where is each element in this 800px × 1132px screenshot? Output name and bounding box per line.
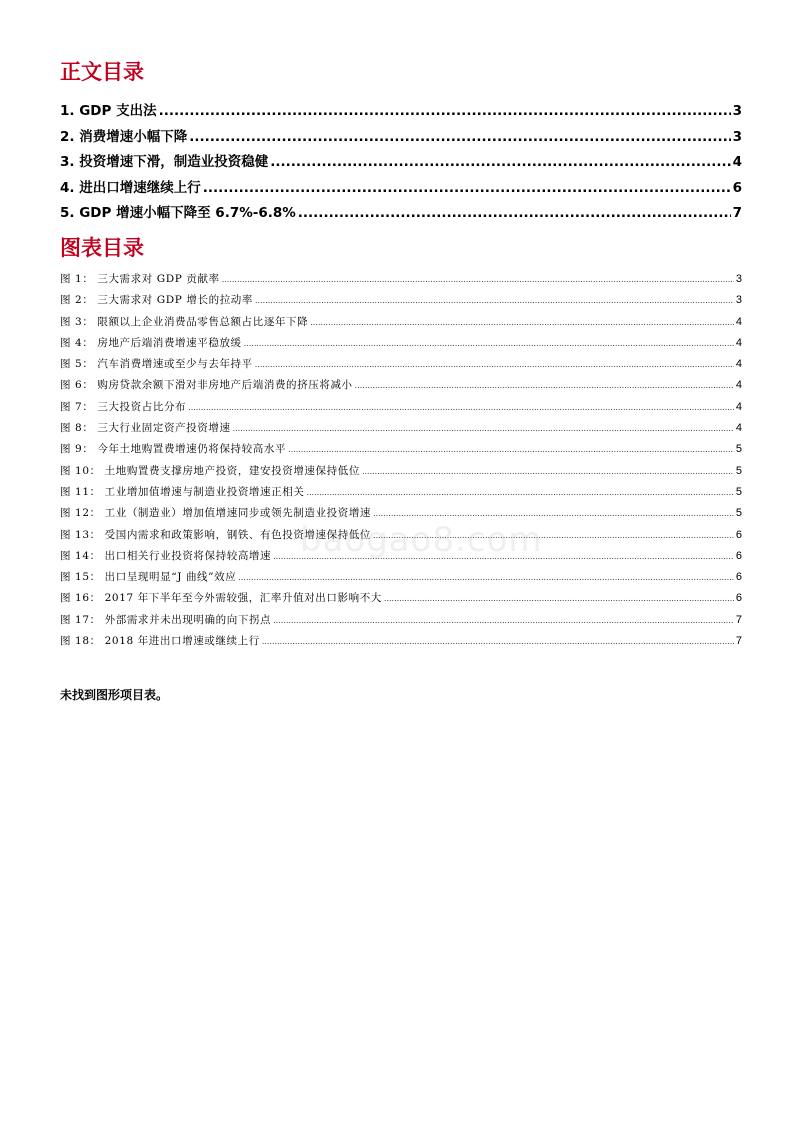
dot-leader bbox=[255, 360, 734, 369]
figure-entry-page: 4 bbox=[735, 358, 742, 371]
figure-entry-page: 4 bbox=[735, 379, 742, 392]
figure-entry-label: 图 13： 受国内需求和政策影响，钢铁、有色投资增速保持低位 bbox=[60, 528, 372, 541]
toc-entry-label: 1. GDP 支出法 bbox=[60, 103, 157, 119]
dot-leader bbox=[362, 467, 734, 476]
figure-entry[interactable] bbox=[60, 377, 742, 398]
figure-entry-label: 图 4： 房地产后端消费增速平稳放缓 bbox=[60, 336, 242, 349]
dot-leader bbox=[270, 154, 730, 170]
figure-entry-label: 图 7： 三大投资占比分布 bbox=[60, 400, 187, 413]
figure-entry[interactable] bbox=[60, 569, 742, 590]
figure-entry-page: 5 bbox=[735, 464, 742, 477]
figure-entry[interactable] bbox=[60, 441, 742, 462]
toc-title: 正文目录 bbox=[60, 60, 144, 84]
dot-leader bbox=[255, 296, 734, 305]
figure-entry-page: 6 bbox=[735, 528, 742, 541]
figure-entry-page: 6 bbox=[735, 571, 742, 584]
figure-entry-page: 6 bbox=[735, 592, 742, 605]
figure-entry-page: 7 bbox=[735, 613, 742, 626]
dot-leader bbox=[298, 205, 731, 221]
figure-entry[interactable] bbox=[60, 271, 742, 292]
dot-leader bbox=[306, 488, 733, 497]
dot-leader bbox=[262, 637, 734, 646]
figure-entry-label: 图 3： 限额以上企业消费品零售总额占比逐年下降 bbox=[60, 315, 309, 328]
dot-leader bbox=[310, 318, 734, 327]
figure-entry-page: 7 bbox=[735, 635, 742, 648]
figure-entry-page: 5 bbox=[735, 485, 742, 498]
toc-entry[interactable] bbox=[60, 99, 742, 125]
empty-list-note: 未找到图形项目表。 bbox=[60, 688, 169, 702]
toc-entry-page: 6 bbox=[732, 179, 742, 196]
figure-entry[interactable] bbox=[60, 420, 742, 441]
figure-entry[interactable] bbox=[60, 612, 742, 633]
toc-entry-label: 3. 投资增速下滑，制造业投资稳健 bbox=[60, 154, 269, 170]
watermark: baogao8.com bbox=[300, 520, 543, 560]
figure-entry-page: 3 bbox=[735, 294, 742, 307]
dot-leader bbox=[238, 573, 734, 582]
figure-entry[interactable] bbox=[60, 633, 742, 654]
figure-entry-label: 图 16： 2017 年下半年至今外需较强，汇率升值对出口影响不大 bbox=[60, 592, 382, 605]
figure-entry[interactable] bbox=[60, 484, 742, 505]
figure-entry-page: 5 bbox=[735, 443, 742, 456]
figure-entry-label: 图 18： 2018 年进出口增速或继续上行 bbox=[60, 635, 260, 648]
figure-entry[interactable] bbox=[60, 335, 742, 356]
figure-entry-label: 图 12： 工业（制造业）增加值增速同步或领先制造业投资增速 bbox=[60, 507, 372, 520]
dot-leader bbox=[384, 594, 734, 603]
dot-leader bbox=[233, 424, 734, 433]
figure-entry-label: 图 8： 三大行业固定资产投资增速 bbox=[60, 422, 231, 435]
figure-entry-page: 4 bbox=[735, 422, 742, 435]
dot-leader bbox=[188, 403, 734, 412]
figure-entry-page: 4 bbox=[735, 315, 742, 328]
figure-entry-page: 5 bbox=[735, 507, 742, 520]
dot-leader bbox=[288, 445, 734, 454]
figure-entry-label: 图 11： 工业增加值增速与制造业投资增速正相关 bbox=[60, 485, 305, 498]
figure-entry[interactable] bbox=[60, 463, 742, 484]
figure-entry-page: 4 bbox=[735, 336, 742, 349]
figure-entry[interactable] bbox=[60, 292, 742, 313]
figure-entry[interactable] bbox=[60, 399, 742, 420]
figure-list bbox=[60, 271, 742, 654]
figure-entry[interactable] bbox=[60, 356, 742, 377]
figure-entry-label: 图 1： 三大需求对 GDP 贡献率 bbox=[60, 273, 220, 285]
dot-leader bbox=[244, 339, 734, 348]
figure-entry-label: 图 15： 出口呈现明显“J 曲线”效应 bbox=[60, 571, 237, 584]
figure-entry-label: 图 14： 出口相关行业投资将保持较高增速 bbox=[60, 549, 272, 562]
toc-entry-label: 2. 消费增速小幅下降 bbox=[60, 128, 188, 145]
figure-entry-label: 图 5： 汽车消费增速或至少与去年持平 bbox=[60, 358, 253, 371]
toc-entry[interactable] bbox=[60, 150, 742, 176]
toc-entry-label: 4. 进出口增速继续上行 bbox=[60, 179, 201, 196]
dot-leader bbox=[203, 180, 731, 196]
toc-entry[interactable] bbox=[60, 176, 742, 202]
toc-entry-label: 5. GDP 增速小幅下降至 6.7%-6.8% bbox=[60, 205, 296, 221]
figure-entry-page: 4 bbox=[735, 400, 742, 413]
figures-title: 图表目录 bbox=[60, 236, 144, 260]
figure-entry-label: 图 10： 土地购置费支撑房地产投资，建安投资增速保持低位 bbox=[60, 464, 360, 477]
toc-entry[interactable] bbox=[60, 201, 742, 227]
figure-entry-label: 图 9： 今年土地购置费增速仍将保持较高水平 bbox=[60, 443, 287, 456]
toc-entry-page: 4 bbox=[732, 154, 742, 170]
dot-leader bbox=[273, 616, 734, 625]
toc-entry[interactable] bbox=[60, 125, 742, 151]
figure-entry[interactable] bbox=[60, 590, 742, 611]
dot-leader bbox=[159, 103, 731, 119]
dot-leader bbox=[373, 509, 734, 518]
figure-entry-label: 图 17： 外部需求并未出现明确的向下拐点 bbox=[60, 613, 272, 626]
toc-entry-page: 7 bbox=[732, 205, 742, 221]
dot-leader bbox=[222, 275, 734, 284]
figure-entry-page: 6 bbox=[735, 549, 742, 562]
figure-entry[interactable] bbox=[60, 314, 742, 335]
figure-entry-label: 图 6： 购房贷款余额下滑对非房地产后端消费的挤压将减小 bbox=[60, 379, 353, 392]
toc-entry-page: 3 bbox=[732, 128, 742, 145]
dot-leader bbox=[189, 129, 730, 145]
toc-entry-page: 3 bbox=[732, 103, 742, 119]
dot-leader bbox=[355, 381, 734, 390]
figure-entry-page: 3 bbox=[735, 273, 742, 285]
toc-list bbox=[60, 99, 742, 227]
figure-entry-label: 图 2： 三大需求对 GDP 增长的拉动率 bbox=[60, 294, 254, 307]
